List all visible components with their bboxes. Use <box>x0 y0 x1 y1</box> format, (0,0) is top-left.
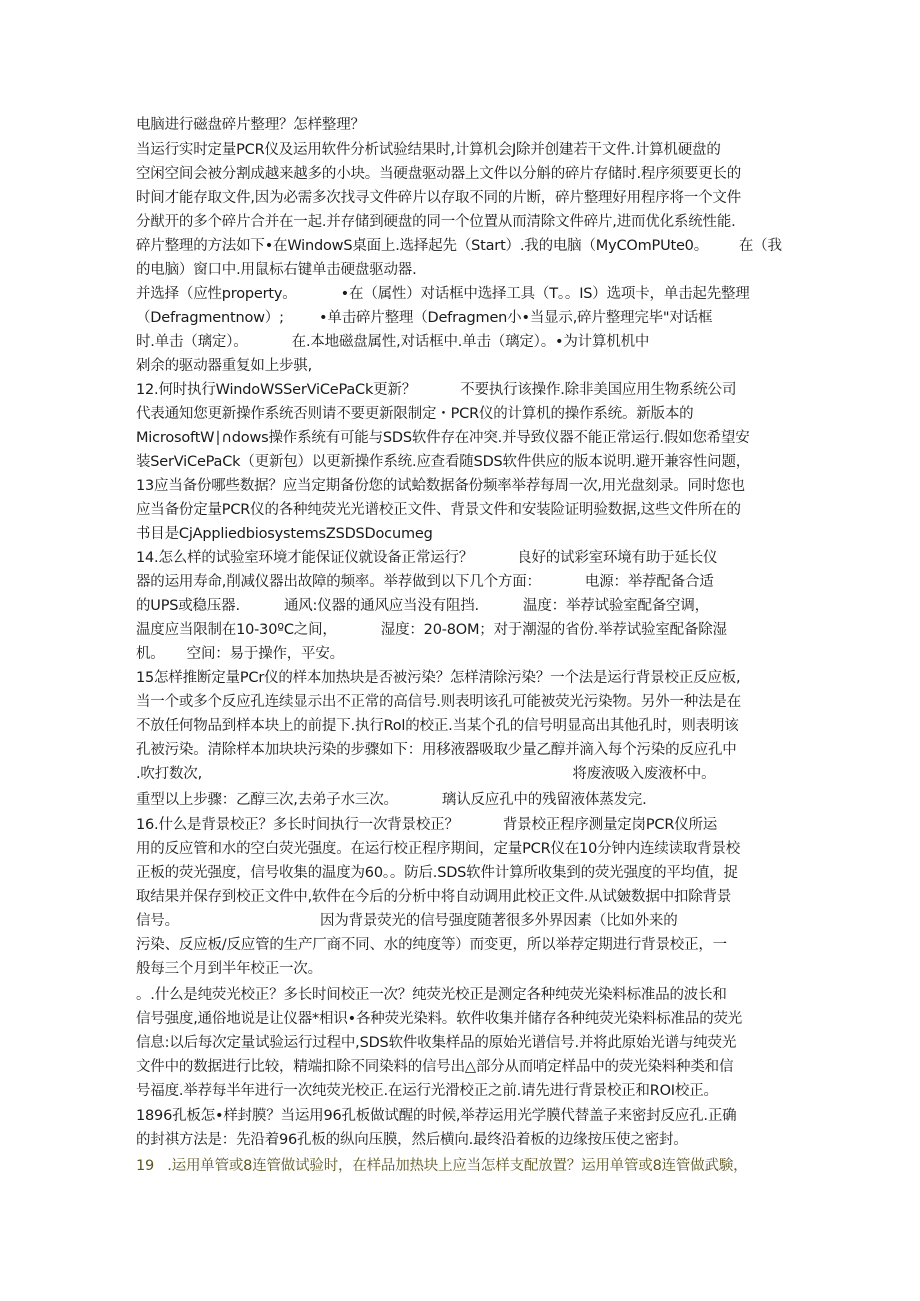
text-line: MicrosoftW∣∩dows操作系统有可能与SDS软件存在冲突.并导致仪器不能正常运行.假如您希望安 <box>136 430 750 446</box>
text-line: 的电脑）窗口中.用鼠标右键单击硬盘驱动器. <box>136 262 417 278</box>
text-line: 信息:以后每次定量试验运行过程中,SDS软件收集样品的原始光谱信号.并将此原始光谱与纯荧光 <box>136 1035 737 1051</box>
text-line: 当运行实时定量PCR仪及运用软件分析试验结果时,计算机会J除并创建若干文件.计算机硬盘的 <box>136 142 721 158</box>
text-line: 取结果并保存到校正文件中,软件在今后的分析中将自动调用此校正文件.从试皴数据中扣除背景 <box>136 889 732 905</box>
text-line: 16.什么是背景校正？多长时间执行一次背景校正？ 背景校正程序测量定岗PCR仪所运 <box>136 817 718 833</box>
text-line: 不放任何物品到样本块上的前提下.执行Rol的校正.当某个孔的信号明显高出其他孔时，则表明该 <box>136 718 739 734</box>
text-line: 。.什么是纯荧光校正？多长时间校正一次？纯荧光校正是测定各种纯荧光染料标准品的波长和 <box>136 987 727 1003</box>
text-line: 19 .运用单管或8连管做试验时，在样品加热块上应当怎样支配放置？运用单管或8连管做武験， <box>136 1158 748 1174</box>
text-line: 污染、反应板/反应管的生产厂商不同、水的纯度等）而变更，所以举荐定期进行背景校正，一 <box>136 937 727 953</box>
text-line: 分猷开的多个碎片合并在一起.并存储到硬盘的同一个位置从而清除文件碎片,进而优化系统性能. <box>136 214 736 230</box>
text-line: 时间才能存取文件,因为必需多次找寻文件碎片以存取不同的片断，碎片整理好用程序将一个文件 <box>136 190 742 206</box>
text-line: 文件中的数据进行比较，精端扣除不同染料的信号出△部分从而哨定样品中的荧光染料种类和信 <box>136 1059 734 1075</box>
text-line: 14.怎么样的试验室环境才能保证仪就设备正常运行？ 良好的试彩室环境有助于延长仪 <box>136 550 718 566</box>
text-line: 书目是CjAppliedbiosystemsZSDSDocumeg <box>136 526 433 542</box>
text-line: 空闲空间会被分割成越来越多的小块。当硬盘驱动器上文件以分斛的碎片存储时.程序须要更长的 <box>136 166 742 182</box>
text-line: 号福度.举荐每半年进行一次纯荧光校正.在运行光滑校正之前.请先进行背景校正和ROI校正。 <box>136 1083 718 1099</box>
text-line: 应当备份定量PCR仪的各种纯荧光光谱校正文件、背景文件和安装险证明验数据,这些文件所在的 <box>136 502 741 518</box>
text-line: 1896孔板怎•样封膜？当运用96孔板做试醒的时候,举荐运用光学膜代替盖子来密封反应孔.正确 <box>136 1108 737 1124</box>
text-line: 温度应当限制在10-30ºC之间， 湿度：20-8OM；对于潮湿的省份.举荐试验室配备除湿 <box>136 622 727 638</box>
text-line: 信号强度,通俗地说是让仪器*相识•各种荧光染料。软件收集并储存各种纯荧光染料标准品的荧光 <box>136 1011 743 1027</box>
text-line: 用的反应管和水的空白荧光强度。在运行校正程序期间，定量PCR仪在10分钟内连续读取背景校 <box>136 841 741 857</box>
text-line: 代表通知您更新操作系统否则请不要更新限制定・PCR仪的计算机的操作系统。新版本的 <box>136 406 694 422</box>
text-line: 当一个或多个反应孔连续显示出不正常的高信号.则表明该孔可能被荧光污染物。另外一种法是在 <box>136 694 742 710</box>
text-line: 12.何时执行WindoWSSerViCePaCk更新？ 不要执行该操作.除非美国应用生物系统公司 <box>136 382 737 398</box>
text-line: 电脑进行磁盘碎片整理？怎样整理？ <box>136 117 365 133</box>
text-line: 般每三个月到半年校正一次。 <box>136 961 322 977</box>
text-line: 孔被污染。清除样本加块块污染的步骤如下：用移液器吸取少量乙醇并滴入每个污染的反应孔中 <box>136 742 737 758</box>
text-line: 15怎样推断定量PCr仪的样本加热块是否被污染？怎样清除污染？一个法是运行背景校正反应板, <box>136 670 741 686</box>
text-line: .吹打数次, 将废液吸入废液杯中。 <box>136 766 716 782</box>
text-line: 正板的荧光强度，信号收集的温度为60。。防后.SDS软件计算所收集到的荧光强度的平均值，捉 <box>136 865 738 881</box>
text-line: 信号。 因为背景荧光的信号强度随著很多外界因素（比如外来的 <box>136 913 678 929</box>
text-line: 时.单击（璃定）。 在.本地磁盘属性,对话框中.单击（璃定）。•为计算机机中 <box>136 334 650 350</box>
text-line: 的封祺方法是：先沿着96孔板的纵向压膜，然后横向.最终沿着板的边缘按压使之密封。 <box>136 1132 688 1148</box>
text-line: 装SerViCePaCk（更新包）以更新操作系统.应查看随SDS软件供应的版本说明.避开兼容性问题， <box>136 454 751 470</box>
text-line: 碎片整理的方法如下•在WindowS桌面上.选择起先（Start）.我的电脑（MyCOmPUte0。 在（我 <box>136 238 782 254</box>
text-line: 并选择（应性property。 •在（属性）对话框中选择工具（T。。IS）选项卡，单击起先整理 <box>136 286 750 302</box>
text-line: 的UPS或稳压器. 通风:仪器的通风应当没有阻挡. 温度：举荐试验室配备空调， <box>136 598 709 614</box>
text-line: 机。 空间：易于操作，平安。 <box>136 646 344 662</box>
text-line: 13应当备份哪些数据？应当定期备份您的试蛤数据备份频率举荐每周一次,用光盘刻录。同时您也 <box>136 478 745 494</box>
text-line: 剁余的驱动器重复如上步骐, <box>136 358 313 374</box>
text-line: 器的运用寿命,削减仪器出故障的频率。举荐做到以下几个方面： 电源：举荐配备合适 <box>136 574 714 590</box>
text-line: 重型以上步骤：乙醇三次,去弟子水三次。 璃认反应孔中的残留液体蒸发完. <box>136 792 647 808</box>
text-line: （Defragmentnow）; •单击碎片整理（Defragmen小•当显示,碎片整理完毕"对话框 <box>136 310 713 326</box>
